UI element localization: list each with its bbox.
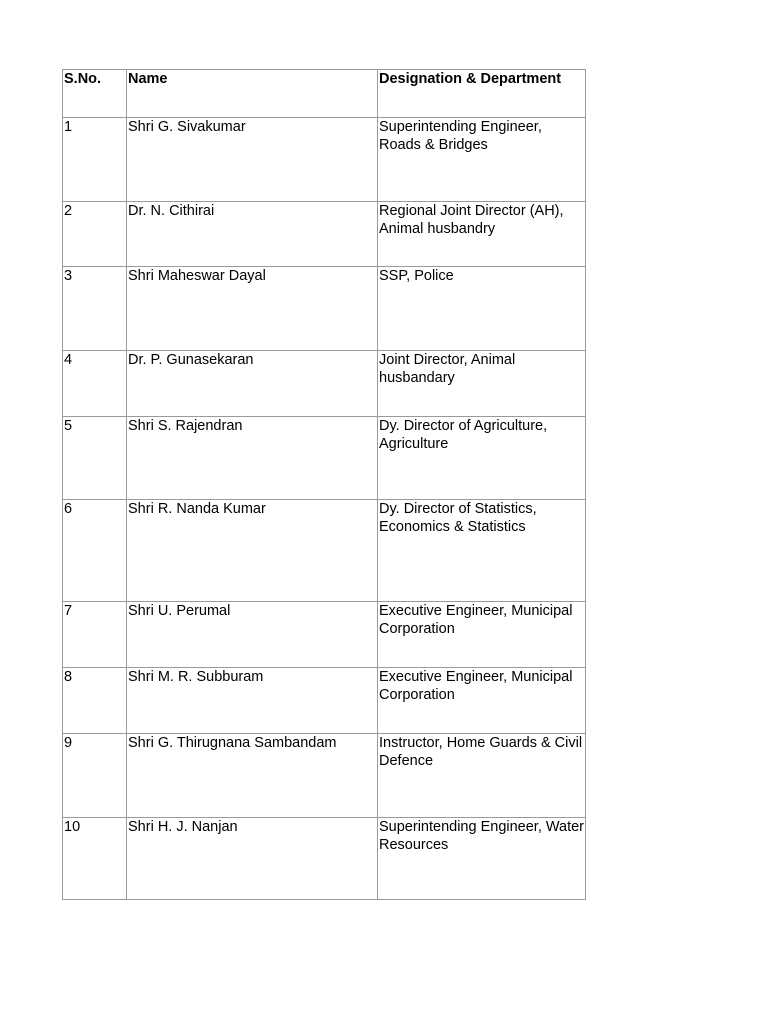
cell-designation: Executive Engineer, Municipal Corporation xyxy=(378,668,586,734)
cell-sno: 5 xyxy=(63,417,127,500)
cell-name: Shri G. Thirugnana Sambandam xyxy=(127,734,378,818)
cell-sno: 6 xyxy=(63,500,127,602)
cell-designation: Joint Director, Animal husbandary xyxy=(378,351,586,417)
table-row xyxy=(63,118,586,202)
cell-designation: Dy. Director of Agriculture, Agriculture xyxy=(378,417,586,500)
cell-sno: 10 xyxy=(63,818,127,900)
cell-designation: Regional Joint Director (AH), Animal husbandry xyxy=(378,202,586,267)
cell-sno: 8 xyxy=(63,668,127,734)
cell-name: Shri G. Sivakumar xyxy=(127,118,378,202)
cell-sno: 7 xyxy=(63,602,127,668)
header-designation: Designation & Department xyxy=(378,70,586,118)
table-row xyxy=(63,202,586,267)
cell-name: Shri U. Perumal xyxy=(127,602,378,668)
table-row xyxy=(63,500,586,602)
table-row xyxy=(63,668,586,734)
cell-sno: 4 xyxy=(63,351,127,417)
cell-designation: Dy. Director of Statistics, Economics & Statistics xyxy=(378,500,586,602)
table-row xyxy=(63,267,586,351)
header-name: Name xyxy=(127,70,378,118)
cell-designation: Superintending Engineer, Water Resources xyxy=(378,818,586,900)
cell-designation: Executive Engineer, Municipal Corporation xyxy=(378,602,586,668)
cell-sno: 2 xyxy=(63,202,127,267)
cell-designation: Instructor, Home Guards & Civil Defence xyxy=(378,734,586,818)
table-row xyxy=(63,734,586,818)
cell-name: Shri R. Nanda Kumar xyxy=(127,500,378,602)
cell-name: Shri M. R. Subburam xyxy=(127,668,378,734)
table-row xyxy=(63,417,586,500)
cell-name: Shri H. J. Nanjan xyxy=(127,818,378,900)
cell-sno: 1 xyxy=(63,118,127,202)
table-header-row xyxy=(63,70,586,118)
table-row xyxy=(63,351,586,417)
header-sno: S.No. xyxy=(63,70,127,118)
table-row xyxy=(63,602,586,668)
cell-name: Dr. P. Gunasekaran xyxy=(127,351,378,417)
table-row xyxy=(63,818,586,900)
cell-designation: SSP, Police xyxy=(378,267,586,351)
cell-name: Shri S. Rajendran xyxy=(127,417,378,500)
officers-table xyxy=(62,69,586,900)
cell-sno: 9 xyxy=(63,734,127,818)
cell-designation: Superintending Engineer, Roads & Bridges xyxy=(378,118,586,202)
cell-sno: 3 xyxy=(63,267,127,351)
cell-name: Dr. N. Cithirai xyxy=(127,202,378,267)
cell-name: Shri Maheswar Dayal xyxy=(127,267,378,351)
